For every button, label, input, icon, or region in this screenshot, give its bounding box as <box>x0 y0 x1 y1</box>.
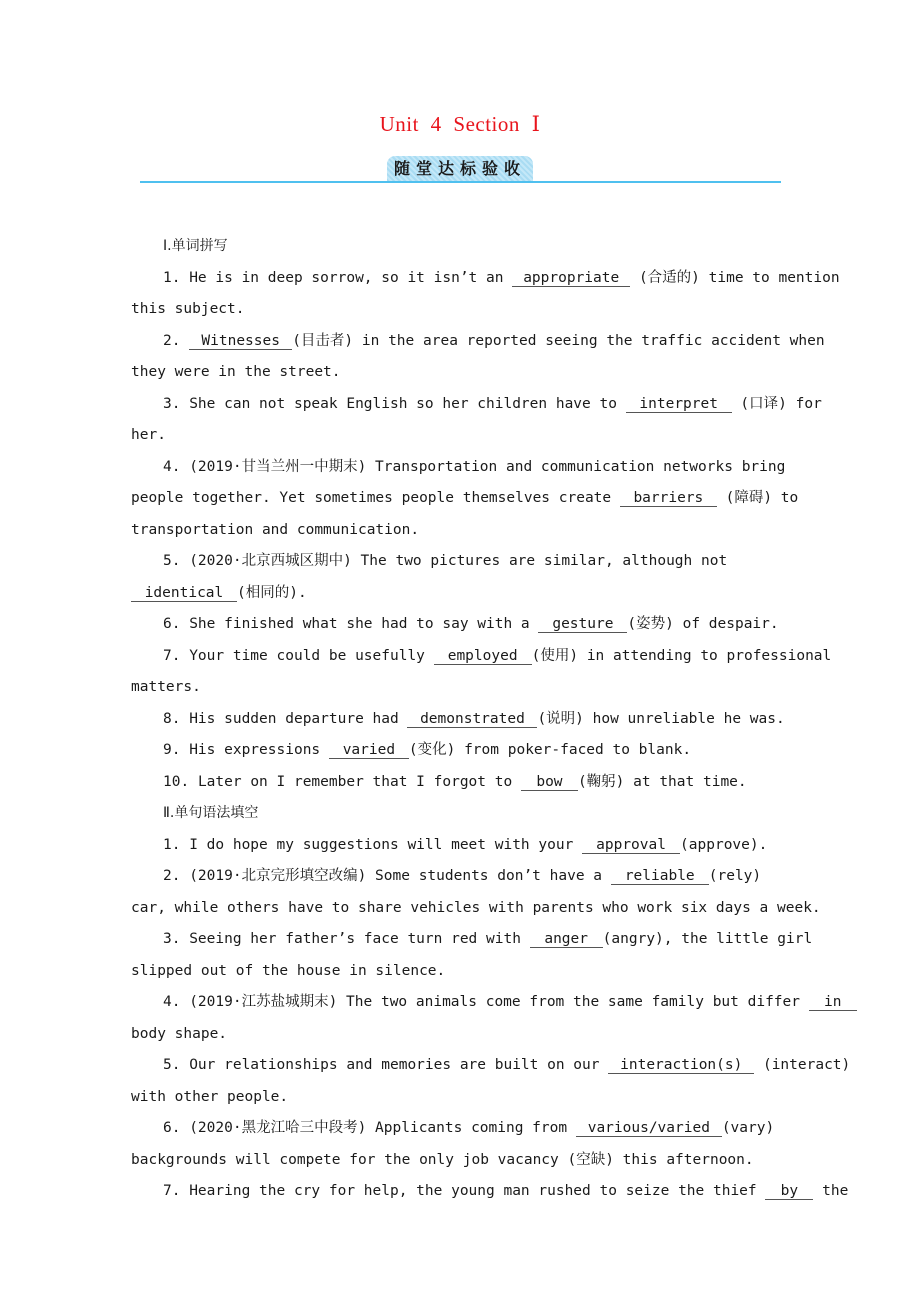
question-number: 8. <box>163 710 181 727</box>
question-text: (angry), the little girl <box>602 931 813 947</box>
answer-text: Witnesses <box>201 332 280 349</box>
question <box>131 452 831 484</box>
answer-blank <box>189 334 292 350</box>
question-continuation <box>131 483 831 515</box>
answer-blank <box>538 617 627 633</box>
answer-text: gesture <box>552 616 614 632</box>
question-continuation: slipped out of the house in silence. <box>131 962 446 979</box>
answer-text: employed <box>447 647 518 664</box>
question <box>131 389 831 421</box>
answer-blank <box>582 838 680 854</box>
answer-text: appropriate <box>523 269 620 286</box>
answer-blank <box>620 491 717 507</box>
question-text: (目击者) in the area reported seeing the traffic accident when <box>292 332 825 349</box>
question-text: (说明) how unreliable he was. <box>537 710 785 727</box>
question-continuation: they were in the street. <box>131 364 341 380</box>
question-text: (姿势) of despair. <box>627 616 779 632</box>
answer-text: identical <box>144 584 224 601</box>
question <box>131 924 831 956</box>
answer-blank <box>434 649 532 665</box>
question-text: (2019·甘当兰州一中期末) Transportation and communication networks bring <box>189 458 786 475</box>
answer-text: approval <box>596 836 666 853</box>
question-text: She finished what she had to say with a <box>189 616 539 632</box>
question-number: 1. <box>163 836 181 853</box>
question-text: Later on I remember that I forgot to <box>197 773 521 790</box>
question-text: Seeing her father’s face turn red with <box>189 931 530 947</box>
question-text: people together. Yet sometimes people themselves create <box>131 490 620 506</box>
answer-text: bow <box>536 773 563 790</box>
section-heading: Ⅰ.单词拼写 <box>163 238 228 254</box>
question <box>131 641 831 673</box>
answer-text: demonstrated <box>420 710 525 727</box>
question-text: Hearing the cry for help, the young man rushed to seize the thief <box>189 1183 766 1199</box>
answer-blank <box>576 1121 722 1137</box>
section-heading: Ⅱ.单句语法填空 <box>163 805 259 821</box>
answer-text: interaction(s) <box>620 1057 743 1073</box>
question-text: (2019·江苏盐城期末) The two animals come from the same family but differ <box>189 994 809 1010</box>
question-text: (相同的). <box>237 584 307 601</box>
question-continuation: her. <box>131 427 166 443</box>
question-text: (障碍) to <box>716 490 799 506</box>
question <box>131 861 831 893</box>
question-continuation: this subject. <box>131 301 245 317</box>
question-text: (2020·北京西城区期中) The two pictures are similar, although not <box>189 553 728 569</box>
question <box>131 609 831 641</box>
question-text: (rely) <box>708 868 762 884</box>
question-continuation <box>131 578 831 610</box>
question-continuation: transportation and communication. <box>131 521 420 538</box>
answer-text: varied <box>342 742 396 758</box>
answer-blank <box>608 1058 754 1074</box>
question <box>131 830 831 862</box>
question-continuation: with other people. <box>131 1088 289 1105</box>
question-number: 7. <box>163 647 181 664</box>
question-number: 2. <box>163 868 181 884</box>
answer-text: barriers <box>633 490 704 506</box>
question <box>131 704 831 736</box>
answer-text: interpret <box>639 395 718 412</box>
question-number: 6. <box>163 616 181 632</box>
question <box>131 735 831 767</box>
question-text: the <box>813 1183 849 1199</box>
question-number: 7. <box>163 1183 181 1199</box>
question-number: 10. <box>163 773 190 790</box>
question-text: Our relationships and memories are built on our <box>189 1057 609 1073</box>
answer-text: in <box>823 994 842 1010</box>
question-text: (变化) from poker-faced to blank. <box>408 742 692 758</box>
divider-rule <box>140 181 781 183</box>
question-text: (合适的) time to mention <box>630 269 840 286</box>
answer-text: anger <box>544 931 588 947</box>
question <box>131 987 842 1019</box>
question-number: 1. <box>163 269 181 286</box>
question-text: (使用) in attending to professional <box>531 647 832 664</box>
answer-blank <box>407 712 537 728</box>
question-text: Your time could be usefully <box>189 647 434 664</box>
answer-blank <box>329 743 409 759</box>
answer-blank <box>530 932 603 948</box>
question <box>131 1176 849 1208</box>
answer-text: reliable <box>624 868 695 884</box>
question-number: 4. <box>163 458 181 475</box>
question <box>131 546 831 578</box>
question <box>131 767 831 799</box>
answer-blank <box>611 869 709 885</box>
question-text: (vary) <box>721 1120 775 1136</box>
question-text: His expressions <box>189 742 329 758</box>
question-text: She can not speak English so her children have to <box>189 395 626 412</box>
question-continuation: matters. <box>131 679 201 695</box>
answer-text: various/varied <box>587 1120 710 1136</box>
answer-blank <box>521 775 578 791</box>
question-continuation: backgrounds will compete for the only job vacancy (空缺) this afternoon. <box>131 1151 754 1168</box>
question-text: (2020·黑龙江哈三中段考) Applicants coming from <box>189 1120 576 1136</box>
question <box>131 1113 831 1145</box>
question <box>131 326 831 358</box>
question-text: (interact) <box>754 1057 851 1073</box>
answer-blank <box>626 397 732 413</box>
question-continuation: car, while others have to share vehicles with parents who work six days a week. <box>131 899 821 916</box>
question-text: (口译) for <box>731 395 822 412</box>
question-continuation: body shape. <box>131 1025 228 1042</box>
question-number: 4. <box>163 994 181 1010</box>
exercise-content <box>131 231 851 1208</box>
question-text: (鞠躬) at that time. <box>577 773 747 790</box>
section-badge-label: 随堂达标验收 <box>387 156 533 181</box>
question-number: 3. <box>163 395 181 412</box>
question-text: (2019·北京完形填空改编) Some students don’t have a <box>189 868 611 884</box>
answer-blank <box>512 271 630 287</box>
question-number: 6. <box>163 1120 181 1136</box>
question-text: I do hope my suggestions will meet with your <box>189 836 583 853</box>
question-number: 5. <box>163 553 181 569</box>
page-title: Unit 4 Section Ⅰ <box>379 112 541 136</box>
question-number: 2. <box>163 332 181 349</box>
section-badge <box>387 156 533 182</box>
answer-blank <box>765 1184 813 1200</box>
answer-blank <box>809 995 857 1011</box>
question-text: His sudden departure had <box>189 710 408 727</box>
question-number: 3. <box>163 931 181 947</box>
question-number: 5. <box>163 1057 181 1073</box>
question-number: 9. <box>163 742 181 758</box>
question-text: (approve). <box>680 836 768 853</box>
answer-text: by <box>780 1183 799 1199</box>
question <box>131 1050 851 1082</box>
question-text: He is in deep sorrow, so it isn’t an <box>189 269 513 286</box>
answer-blank <box>131 586 237 602</box>
question <box>131 263 840 295</box>
